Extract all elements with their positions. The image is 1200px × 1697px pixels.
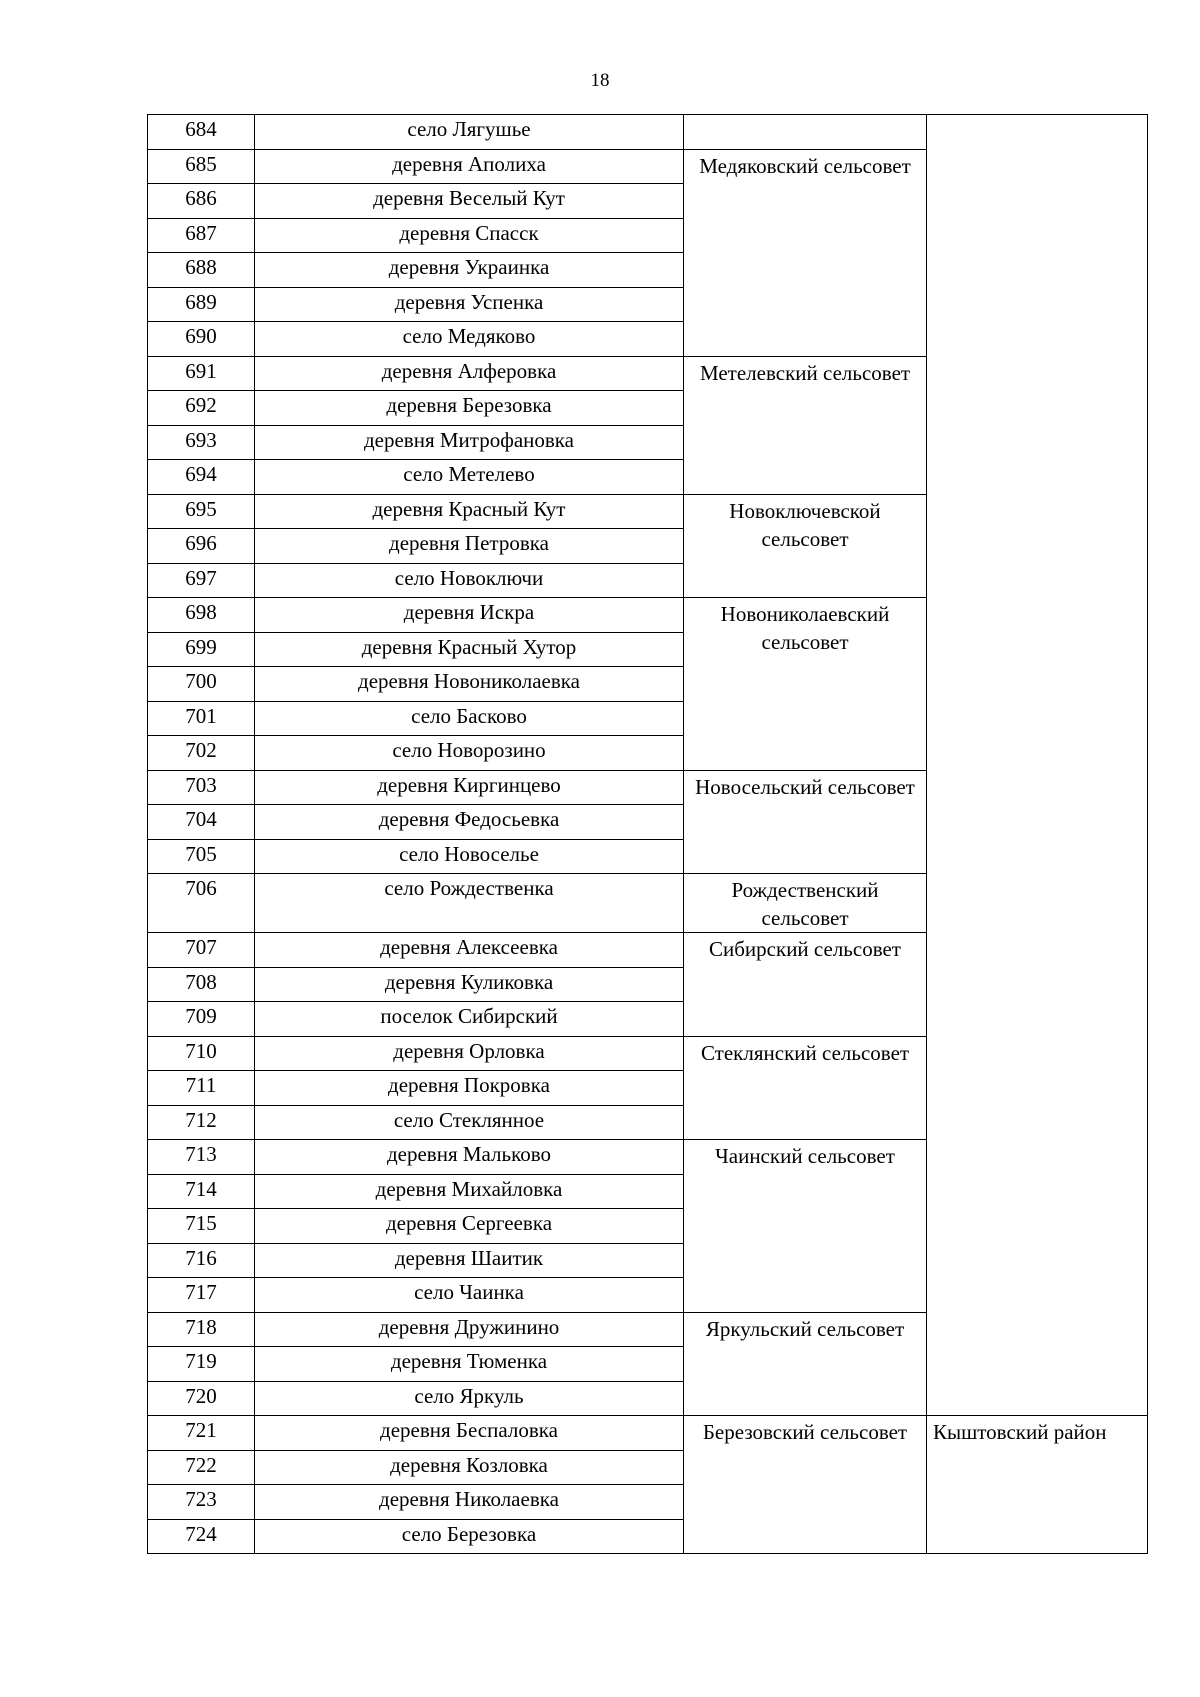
row-number-cell: 705: [148, 839, 255, 874]
row-number-cell: 692: [148, 391, 255, 426]
locality-cell: село Стеклянное: [255, 1105, 684, 1140]
council-cell: [684, 115, 927, 150]
row-number-cell: 687: [148, 218, 255, 253]
locality-cell: деревня Спасск: [255, 218, 684, 253]
locality-cell: деревня Орловка: [255, 1036, 684, 1071]
council-cell: [684, 874, 927, 933]
row-number-cell: 712: [148, 1105, 255, 1140]
locality-cell: деревня Веселый Кут: [255, 184, 684, 219]
row-number-cell: 715: [148, 1209, 255, 1244]
row-number-cell: 714: [148, 1174, 255, 1209]
locality-cell: село Новорозино: [255, 736, 684, 771]
locality-cell: деревня Михайловка: [255, 1174, 684, 1209]
row-number-cell: 696: [148, 529, 255, 564]
settlements-table: [147, 114, 1148, 1554]
council-cell: [684, 1036, 927, 1140]
locality-cell: деревня Куликовка: [255, 967, 684, 1002]
locality-cell: деревня Успенка: [255, 287, 684, 322]
council-name: Стеклянский сельсовет: [700, 1040, 910, 1065]
council-name: Чаинский сельсовет: [715, 1144, 895, 1168]
locality-cell: деревня Сергеевка: [255, 1209, 684, 1244]
row-number-cell: 722: [148, 1450, 255, 1485]
row-number-cell: 699: [148, 632, 255, 667]
row-number-cell: 695: [148, 494, 255, 529]
locality-cell: деревня Украинка: [255, 253, 684, 288]
locality-cell: поселок Сибирский: [255, 1002, 684, 1037]
row-number-cell: 698: [148, 598, 255, 633]
row-number-cell: 688: [148, 253, 255, 288]
locality-cell: деревня Петровка: [255, 529, 684, 564]
row-number-cell: 706: [148, 874, 255, 933]
locality-cell: село Березовка: [255, 1519, 684, 1554]
row-number-cell: 701: [148, 701, 255, 736]
locality-cell: село Рождественка: [255, 874, 684, 933]
council-name: Метелевский сельсовет: [699, 360, 911, 385]
locality-cell: деревня Красный Хутор: [255, 632, 684, 667]
council-name: Сибирский сельсовет: [709, 937, 901, 961]
row-number-cell: 693: [148, 425, 255, 460]
row-number-cell: 686: [148, 184, 255, 219]
council-cell: [684, 598, 927, 771]
council-name: Новоключевской сельсовет: [729, 498, 881, 551]
row-number-cell: 709: [148, 1002, 255, 1037]
council-cell: [684, 149, 927, 356]
council-name: Медяковский сельсовет: [699, 153, 911, 178]
row-number-cell: 710: [148, 1036, 255, 1071]
row-number-cell: 703: [148, 770, 255, 805]
locality-cell: село Яркуль: [255, 1381, 684, 1416]
locality-cell: деревня Шаитик: [255, 1243, 684, 1278]
row-number-cell: 713: [148, 1140, 255, 1175]
council-name: Новосельский сельсовет: [695, 774, 915, 799]
locality-cell: деревня Киргинцево: [255, 770, 684, 805]
row-number-cell: 718: [148, 1312, 255, 1347]
district-name: [933, 115, 1147, 117]
locality-cell: село Новоселье: [255, 839, 684, 874]
page-number: 18: [590, 70, 610, 91]
council-cell: [684, 933, 927, 1037]
council-cell: [684, 494, 927, 598]
row-number-cell: 723: [148, 1485, 255, 1520]
locality-cell: деревня Мальково: [255, 1140, 684, 1175]
locality-cell: село Чаинка: [255, 1278, 684, 1313]
locality-cell: деревня Дружинино: [255, 1312, 684, 1347]
locality-cell: деревня Аполиха: [255, 149, 684, 184]
row-number-cell: 702: [148, 736, 255, 771]
row-number-cell: 689: [148, 287, 255, 322]
council-name: Яркульский сельсовет: [705, 1316, 905, 1341]
row-number-cell: 691: [148, 356, 255, 391]
row-number-cell: 707: [148, 933, 255, 968]
row-number-cell: 690: [148, 322, 255, 357]
locality-cell: деревня Искра: [255, 598, 684, 633]
row-number-cell: 684: [148, 115, 255, 150]
row-number-cell: 724: [148, 1519, 255, 1554]
locality-cell: село Лягушье: [255, 115, 684, 150]
row-number-cell: 697: [148, 563, 255, 598]
locality-cell: село Медяково: [255, 322, 684, 357]
locality-cell: деревня Федосьевка: [255, 805, 684, 840]
locality-cell: деревня Алферовка: [255, 356, 684, 391]
district-cell: [927, 115, 1148, 1416]
council-cell: [684, 1416, 927, 1554]
row-number-cell: 721: [148, 1416, 255, 1451]
locality-cell: село Метелево: [255, 460, 684, 495]
council-cell: [684, 1312, 927, 1416]
locality-cell: деревня Николаевка: [255, 1485, 684, 1520]
table-row: [148, 115, 1148, 150]
locality-cell: деревня Покровка: [255, 1071, 684, 1106]
locality-cell: село Новоключи: [255, 563, 684, 598]
council-cell: [684, 356, 927, 494]
locality-cell: деревня Митрофановка: [255, 425, 684, 460]
council-cell: [684, 1140, 927, 1313]
row-number-cell: 700: [148, 667, 255, 702]
row-number-cell: 708: [148, 967, 255, 1002]
locality-cell: деревня Березовка: [255, 391, 684, 426]
row-number-cell: 694: [148, 460, 255, 495]
row-number-cell: 720: [148, 1381, 255, 1416]
locality-cell: деревня Козловка: [255, 1450, 684, 1485]
locality-cell: деревня Алексеевка: [255, 933, 684, 968]
settlements-table-body: [148, 115, 1148, 1554]
district-cell: [927, 1416, 1148, 1554]
council-name: Березовский сельсовет: [702, 1420, 908, 1444]
locality-cell: деревня Новониколаевка: [255, 667, 684, 702]
council-name: Рождественский сельсовет: [731, 878, 879, 930]
row-number-cell: 716: [148, 1243, 255, 1278]
district-name: Кыштовский район: [933, 1420, 1107, 1444]
locality-cell: деревня Красный Кут: [255, 494, 684, 529]
locality-cell: деревня Тюменка: [255, 1347, 684, 1382]
row-number-cell: 685: [148, 149, 255, 184]
council-cell: [684, 770, 927, 874]
council-name: Новониколаевский сельсовет: [720, 602, 890, 654]
row-number-cell: 704: [148, 805, 255, 840]
locality-cell: село Басково: [255, 701, 684, 736]
row-number-cell: 717: [148, 1278, 255, 1313]
locality-cell: деревня Беспаловка: [255, 1416, 684, 1451]
table-row: [148, 1416, 1148, 1451]
row-number-cell: 719: [148, 1347, 255, 1382]
row-number-cell: 711: [148, 1071, 255, 1106]
